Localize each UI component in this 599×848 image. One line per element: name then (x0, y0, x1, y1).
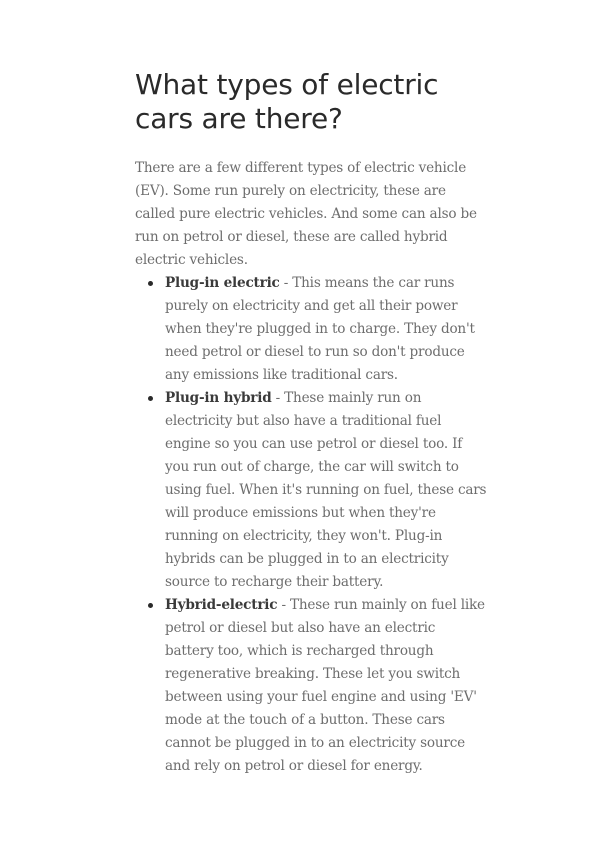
list-item-plug-in-electric (165, 272, 487, 387)
type-name: Plug-in hybrid (165, 390, 272, 406)
type-name: Plug-in electric (165, 275, 280, 291)
intro-paragraph: There are a few different types of electric vehicle (EV). Some run purely on electricity, these are called pure electric vehicles. And some can also be run on petrol or diesel, these are called hybrid electric vehicles. (135, 160, 477, 268)
type-name: Hybrid-electric (165, 597, 278, 613)
type-description: - These run mainly on fuel like petrol or diesel but also have an electric battery too, which is recharged through regenerative breaking. These let you switch between using your fuel engine and using 'EV' mode at the touch of a button. These cars cannot be plugged in to an electricity source and rely on petrol or diesel for energy. (165, 597, 485, 774)
type-description: - This means the car runs purely on electricity and get all their power when they're plugged in to charge. They don't need petrol or diesel to run so don't produce any emissions like traditional cars. (165, 275, 475, 383)
page-title: What types of electric cars are there? (135, 68, 439, 135)
bullet-icon (148, 281, 153, 286)
ev-types-list (135, 272, 487, 778)
list-item-plug-in-hybrid (165, 387, 487, 594)
article (135, 68, 487, 778)
bullet-icon (148, 396, 153, 401)
bullet-icon (148, 603, 153, 608)
list-item-hybrid-electric (165, 594, 487, 778)
type-description: - These mainly run on electricity but also have a traditional fuel engine so you can use petrol or diesel too. If you run out of charge, the car will switch to using fuel. When it's running on fuel, these cars will produce emissions but when they're running on electricity, they won't. Plug-in hybrids can be plugged in to an electricity source to recharge their battery. (165, 390, 487, 590)
